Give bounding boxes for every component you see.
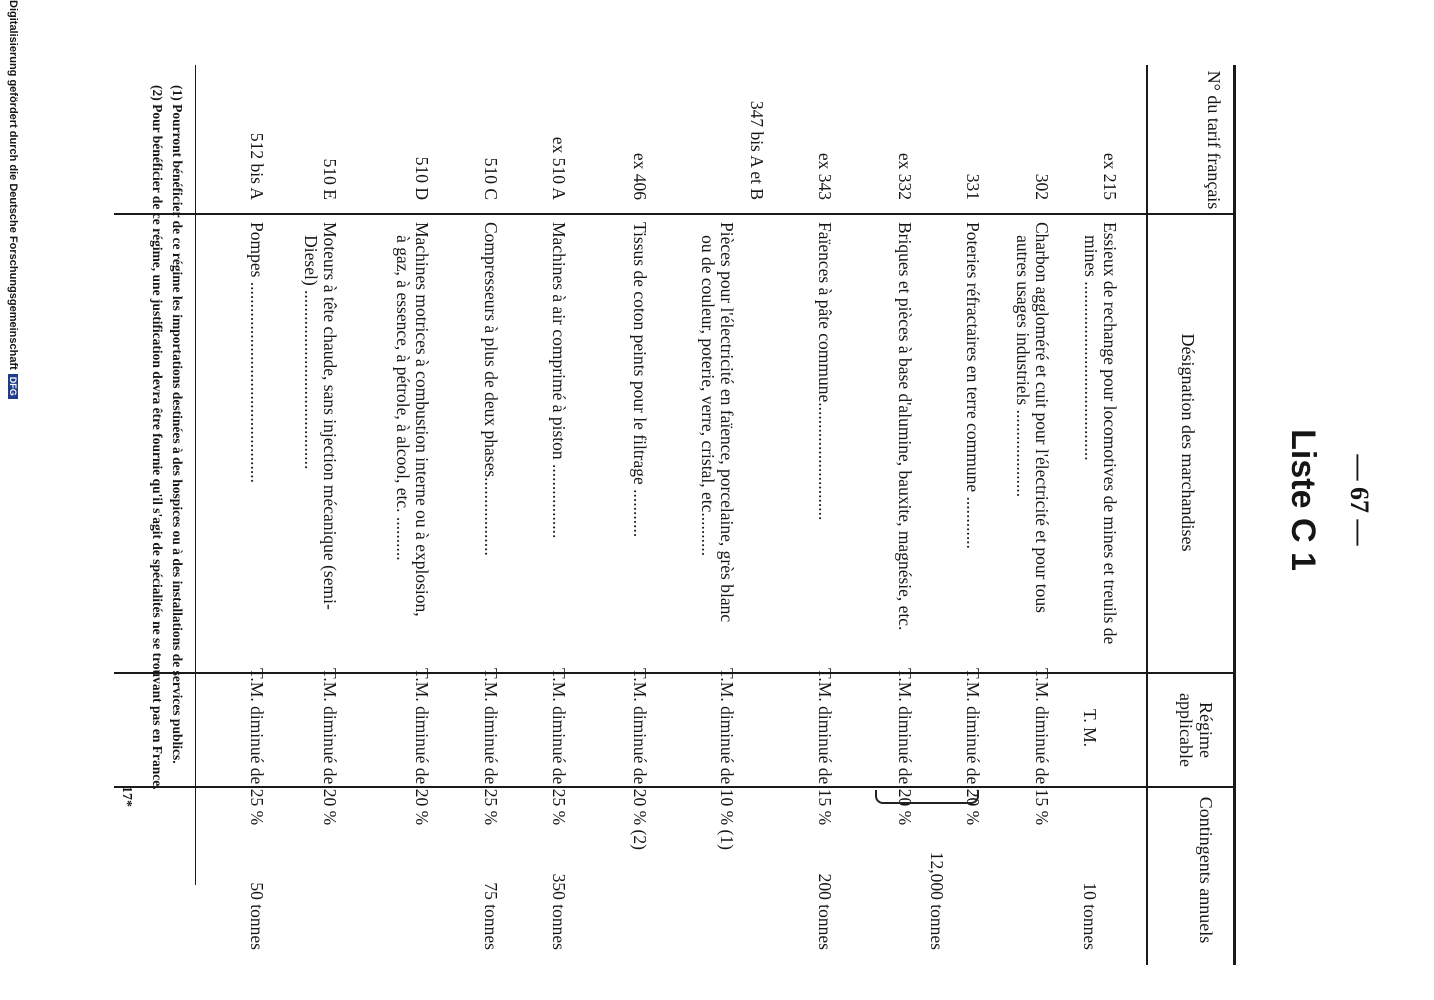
regime: T.M. diminué de 20 % — [412, 668, 432, 826]
quota: 12,000 tonnes — [927, 851, 947, 950]
tariff-number: ex 215 — [1100, 152, 1120, 200]
regime: T.M. diminué de 20 % (2) — [630, 668, 650, 850]
designation: Compresseurs à plus de deux phases.................. — [481, 222, 501, 556]
designation: Faïences à pâte commune........................... — [815, 222, 835, 521]
regime: T.M. diminué de 10 % (1) — [717, 668, 737, 850]
regime: T.M. diminué de 20 % — [895, 668, 915, 826]
tariff-number: 302 — [1032, 173, 1052, 200]
dfg-logo: DFG — [8, 374, 18, 399]
tariff-number: 510 C — [481, 157, 501, 200]
designation: Charbon aggloméré et cuit pour l'électricité et pour tous autres usages industriels .................... — [1013, 222, 1052, 613]
header-regime: Régime applicable — [1176, 693, 1216, 767]
tariff-number: ex 343 — [815, 152, 835, 200]
designation: Moteurs à tête chaude, sans injection mécanique (semi- Diesel) ......................................... — [301, 222, 340, 610]
designation: Machines motrices à combustion interne ou à explosion, à gaz, à essence, à pétrole, à alcool, etc. .......... — [393, 222, 432, 617]
page-number: — 67 — — [1345, 454, 1374, 546]
designation: Briques et pièces à base d'alumine, bauxite, magnésie, etc. — [895, 222, 915, 631]
quota: 75 tonnes — [481, 882, 501, 950]
regime: T.M. diminué de 20 % — [963, 668, 983, 826]
regime: T. M. — [1080, 708, 1100, 748]
header-quota: Contingents annuels — [1196, 796, 1216, 944]
designation: Pièces pour l'électricité en faïence, porcelaine, grès blanc ou de couleur, poterie, verre, cristal, etc.......... — [698, 222, 737, 623]
header-tariff-number: N° du tarif français — [1204, 70, 1224, 210]
quota: 50 tonnes — [247, 882, 267, 950]
tariff-number: 510 E — [320, 158, 340, 200]
digitization-note — [7, 0, 19, 399]
tariff-number: ex 406 — [630, 152, 650, 200]
regime: T.M. diminué de 25 % — [481, 668, 501, 826]
regime: T.M. diminué de 15 % — [815, 668, 835, 826]
regime: T.M. diminué de 15 % — [1032, 668, 1052, 826]
column-divider-1 — [114, 213, 1234, 215]
designation: Machines à air comprimé à piston ................. — [549, 222, 569, 539]
designation: Pompes .............................................. — [247, 222, 267, 484]
column-divider-3 — [114, 786, 1234, 788]
tariff-number: 331 — [963, 173, 983, 200]
regime: T.M. diminué de 20 % — [320, 668, 340, 826]
quota: 10 tonnes — [1080, 882, 1100, 950]
page-mark: 17* — [119, 786, 134, 807]
list-title: Liste C 1 — [1284, 429, 1322, 571]
table-top-rule — [1233, 65, 1236, 965]
footnote-2: (2) Pour bénéficier de ce régime, une justification devra être fournie qu'il s'agit de spécialités ne se trouvant pas en France. — [150, 85, 165, 790]
header-rule — [1146, 65, 1148, 965]
header-designation: Désignation des marchandises — [1178, 333, 1198, 552]
quota: 350 tonnes — [549, 873, 569, 950]
grouping-brace — [875, 790, 979, 804]
column-divider-2 — [114, 672, 1234, 674]
designation: Tissus de coton peints pour le filtrage ........... — [630, 222, 650, 538]
designation: Essieux de rechange pour locomotives de mines et treuils de mines ......................................... — [1081, 222, 1120, 645]
digitization-text: Digitalisierung gefördert durch die Deutsche Forschungsgemeinschaft — [7, 0, 19, 370]
tariff-number: ex 332 — [895, 152, 915, 200]
tariff-number: 512 bis A — [247, 132, 267, 200]
quota: 200 tonnes — [815, 873, 835, 950]
designation: Poteries réfractaires en terre commune ............ — [963, 222, 983, 550]
tariff-number: 510 D — [412, 156, 432, 200]
footnote-1: (1) Pourront bénéficier de ce régime les importations destinées à des hospices ou à des installations de services publics. — [170, 85, 185, 764]
regime: T.M. diminué de 25 % — [549, 668, 569, 826]
tariff-number: ex 510 A — [549, 136, 569, 200]
regime: T.M. diminué de 25 % — [247, 668, 267, 826]
tariff-number: 347 bis A et B — [747, 100, 767, 200]
footnote-rule — [195, 65, 196, 885]
